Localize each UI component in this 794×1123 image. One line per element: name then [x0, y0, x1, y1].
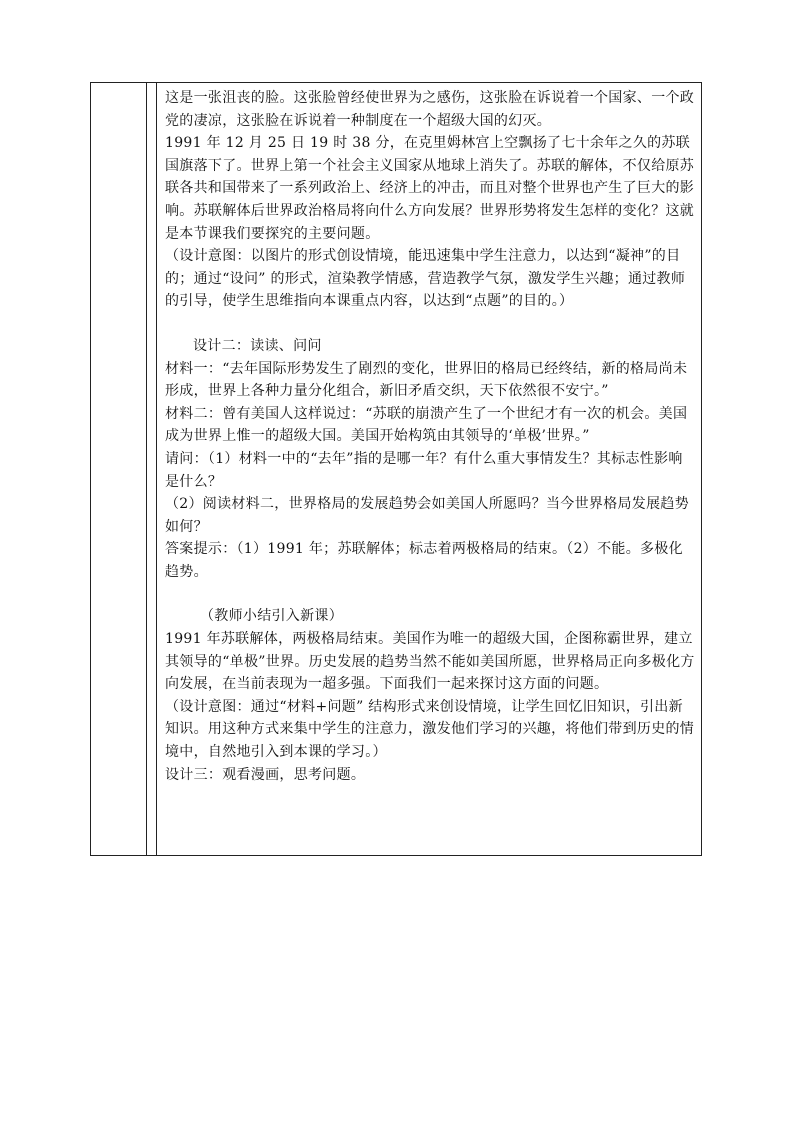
intro-paragraph: 这是一张沮丧的脸。这张脸曾经使世界为之感伤，这张脸在诉说着一个国家、一个政党的凄凉，这张脸在诉说着一种制度在一个超级大国的幻灭。	[165, 90, 695, 129]
content-cell	[157, 83, 702, 856]
design-intent-2: （设计意图：通过“材料+问题” 结构形式来创设情境，让学生回忆旧知识，引出新知识。用这种方式来集中学生的注意力，激发他们学习的兴趣，将他们带到历史的情境中，自然地引入到本课的学习。）	[165, 698, 695, 761]
narrow-column-cell	[147, 83, 157, 856]
spacer	[165, 313, 695, 335]
ussr-dissolution-paragraph: 1991 年 12 月 25 日 19 时 38 分，在克里姆林宫上空飘扬了七十余年之久的苏联国旗落下了。世界上第一个社会主义国家从地球上消失了。苏联的解体，不仅给原苏联各共和国带来了一系列政治上、经济上的冲击，而且对整个世界也产生了巨大的影响。苏联解体后世界政治格局将向什么方向发展？世界形势将发生怎样的变化？这就是本节课我们要探究的主要问题。	[165, 135, 695, 242]
lesson-plan-table	[90, 82, 702, 856]
material-one: 材料一：“去年国际形势发生了剧烈的变化，世界旧的格局已经终结，新的格局尚未形成，世界上各种力量分化组合，新旧矛盾交织，天下依然很不安宁。”	[165, 360, 688, 400]
summary-paragraph: 1991 年苏联解体，两极格局结束。美国作为唯一的超级大国，企图称霸世界，建立其领导的“单极”世界。历史发展的趋势当然不能如美国所愿，世界格局正向多极化方向发展，在当前表现为一超多强。下面我们一起来探讨这方面的问题。	[165, 631, 695, 693]
lesson-content	[165, 87, 695, 786]
teacher-summary-heading: （教师小结引入新课）	[200, 608, 343, 625]
left-column-cell	[91, 83, 147, 856]
design-three-heading: 设计三：观看漫画，思考问题。	[165, 766, 366, 783]
question-two: （2）阅读材料二，世界格局的发展趋势会如美国人所愿吗？当今世界格局发展趋势如何？	[165, 496, 690, 535]
design-two-heading: 设计二：读读、问问	[193, 337, 322, 354]
question-one: 请问：（1）材料一中的“去年”指的是哪一年？有什么重大事情发生？其标志性影响是什么？	[165, 450, 683, 490]
material-two: 材料二：曾有美国人这样说过：“苏联的崩溃产生了一个世纪才有一次的机会。美国成为世界上惟一的超级大国。美国开始构筑由其领导的‘单极’世界。”	[165, 405, 688, 445]
table-row	[91, 83, 702, 856]
design-intent-1: （设计意图：以图片的形式创设情境，能迅速集中学生注意力，以达到“凝神”的目的；通过“设问” 的形式，渲染教学情感，营造教学气氛，激发学生兴趣；通过教师的引导，使学生思维指向本课重点内容，以达到“点题”的目的。）	[165, 248, 686, 310]
spacer	[165, 583, 695, 605]
answer-hint: 答案提示：（1）1991 年；苏联解体；标志着两极格局的结束。（2）不能。多极化趋势。	[165, 541, 683, 580]
